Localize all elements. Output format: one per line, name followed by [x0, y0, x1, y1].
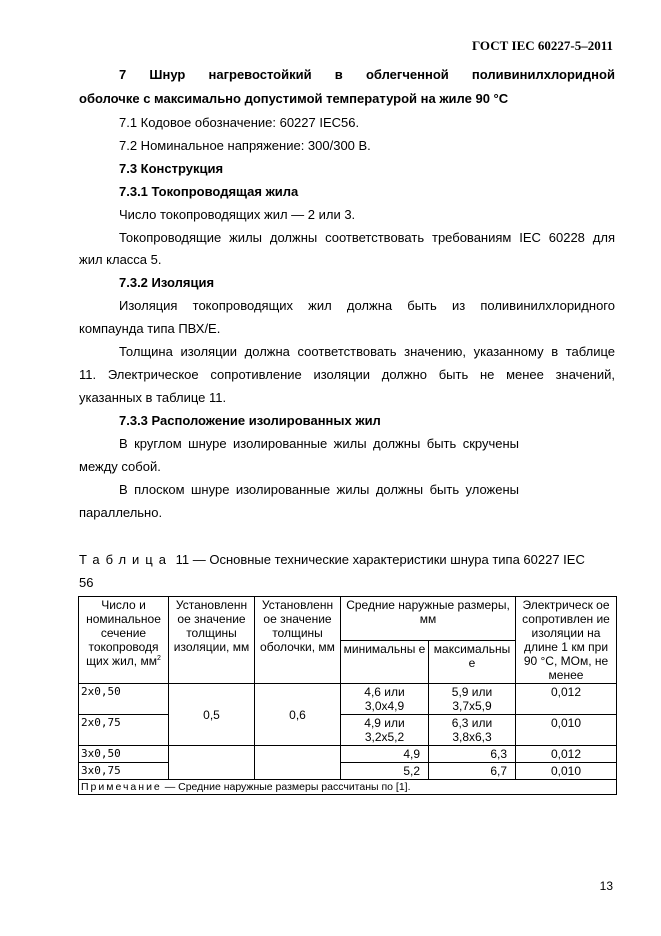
header-insulation: Установленн ое значение толщины изоляции, мм [169, 597, 255, 684]
flat-cord-line2: параллельно. [79, 505, 163, 520]
page-number: 13 [599, 879, 613, 893]
table-note-row [79, 780, 617, 795]
heading-word: облегченной [365, 67, 449, 82]
heading-word: 7 [119, 67, 127, 82]
heading-word: нагревостойкий [208, 67, 312, 82]
cell-resistance: 0,012 [516, 684, 617, 715]
table-11 [78, 596, 617, 795]
cell-cores: 3х0,75 [79, 763, 169, 780]
header-min: минимальны е [341, 640, 429, 684]
cell-max-a: 5,9 или [451, 685, 493, 699]
cell-cores: 3х0,50 [79, 746, 169, 763]
thickness-line2: 11. Электрическое сопротивление изоляции должно быть не менее значений, [79, 367, 615, 382]
cell-cores: 2х0,50 [79, 684, 169, 715]
heading-word: поливинилхлоридной [471, 67, 615, 82]
cores-requirement-line1: Токопроводящие жилы должны соответствовать требованиям IEC 60228 для [119, 230, 615, 245]
header-cores-text: Число и номинальное сечение токопроводя щих жил, мм [86, 598, 161, 668]
clause-7-3-heading: 7.3 Конструкция [119, 161, 224, 176]
standard-designation: ГОСТ IEC 60227-5–2011 [471, 38, 613, 53]
header-dimensions: Средние наружные размеры, мм [341, 597, 516, 641]
table-row [79, 715, 617, 746]
table-row [79, 684, 617, 715]
cell-max [429, 684, 516, 715]
note-text: — Средние наружные размеры рассчитаны по [1]. [161, 781, 411, 793]
thickness-line3: указанных в таблице 11. [79, 390, 227, 405]
header-resistance: Электрическ ое сопротивлен ие изоляции на длине 1 км при 90 °С, МОм, не менее [516, 597, 617, 684]
clause-7-2: 7.2 Номинальное напряжение: 300/300 В. [119, 138, 371, 153]
cell-min-b: 3,2х5,2 [364, 730, 405, 744]
cell-max [429, 715, 516, 746]
header-sheath: Установленн ое значение толщины оболочки, мм [255, 597, 341, 684]
cell-resistance: 0,010 [516, 763, 617, 780]
cell-sheath-empty [255, 763, 341, 780]
header-cores [79, 597, 169, 684]
cell-min: 5,2 [341, 763, 429, 780]
table-caption-line2: 56 [79, 575, 94, 590]
cell-insulation-empty [169, 763, 255, 780]
clause-7-3-3-heading: 7.3.3 Расположение изолированных жил [119, 413, 381, 428]
insulation-line2: компаунда типа ПВХ/Е. [79, 321, 221, 336]
table-caption-rest: 11 — Основные технические характеристики шнура типа 60227 IEC [175, 552, 585, 567]
cores-requirement-line2: жил класса 5. [79, 252, 162, 267]
table-row [79, 763, 617, 780]
cell-resistance: 0,012 [516, 746, 617, 763]
flat-cord-line1: В плоском шнуре изолированные жилы должны быть уложены [119, 482, 519, 497]
cell-min [341, 684, 429, 715]
cores-count-text: Число токопроводящих жил — 2 или 3. [119, 207, 356, 222]
header-max: максимальны е [429, 640, 516, 684]
cell-insulation-empty [169, 746, 255, 763]
header-cores-sup: 2 [156, 655, 161, 662]
table-caption [79, 552, 585, 568]
cell-insulation-thickness: 0,5 [169, 684, 255, 746]
cell-max-b: 3,7х5,9 [452, 699, 492, 713]
clause-7-3-1-heading: 7.3.1 Токопроводящая жила [119, 184, 299, 199]
cell-sheath-empty [255, 746, 341, 763]
table-row [79, 746, 617, 763]
round-cord-line2: между собой. [79, 459, 161, 474]
cell-max-b: 3,8х6,3 [452, 730, 492, 744]
round-cord-line1: В круглом шнуре изолированные жилы должны быть скручены [119, 436, 519, 451]
heading-word: Шнур [149, 67, 186, 82]
insulation-line1: Изоляция токопроводящих жил должна быть из поливинилхлоридного [119, 298, 615, 313]
cell-sheath-thickness: 0,6 [255, 684, 341, 746]
clause-7-3-2-heading: 7.3.2 Изоляция [119, 275, 215, 290]
cell-min-a: 4,9 или [364, 716, 405, 730]
cell-max: 6,3 [429, 746, 516, 763]
cell-max-a: 6,3 или [451, 716, 493, 730]
clause-7-1: 7.1 Кодовое обозначение: 60227 IEC56. [119, 115, 360, 130]
cell-resistance: 0,010 [516, 715, 617, 746]
cell-min-a: 4,6 или [364, 685, 405, 699]
cell-min [341, 715, 429, 746]
cell-min-b: 3,0х4,9 [364, 699, 405, 713]
note-word: Примечание [81, 781, 162, 793]
table-note [79, 780, 617, 795]
thickness-line1: Толщина изоляции должна соответствовать значению, указанному в таблице [119, 344, 615, 359]
heading-word: в [334, 67, 343, 82]
cell-cores: 2х0,75 [79, 715, 169, 746]
section-7-heading-line1 [119, 67, 615, 83]
table-header-row [79, 597, 617, 641]
cell-max: 6,7 [429, 763, 516, 780]
table-caption-word: Таблица [79, 552, 172, 567]
cell-min: 4,9 [341, 746, 429, 763]
section-7-heading-line2: оболочке с максимально допустимой температурой на жиле 90 °С [79, 91, 509, 106]
